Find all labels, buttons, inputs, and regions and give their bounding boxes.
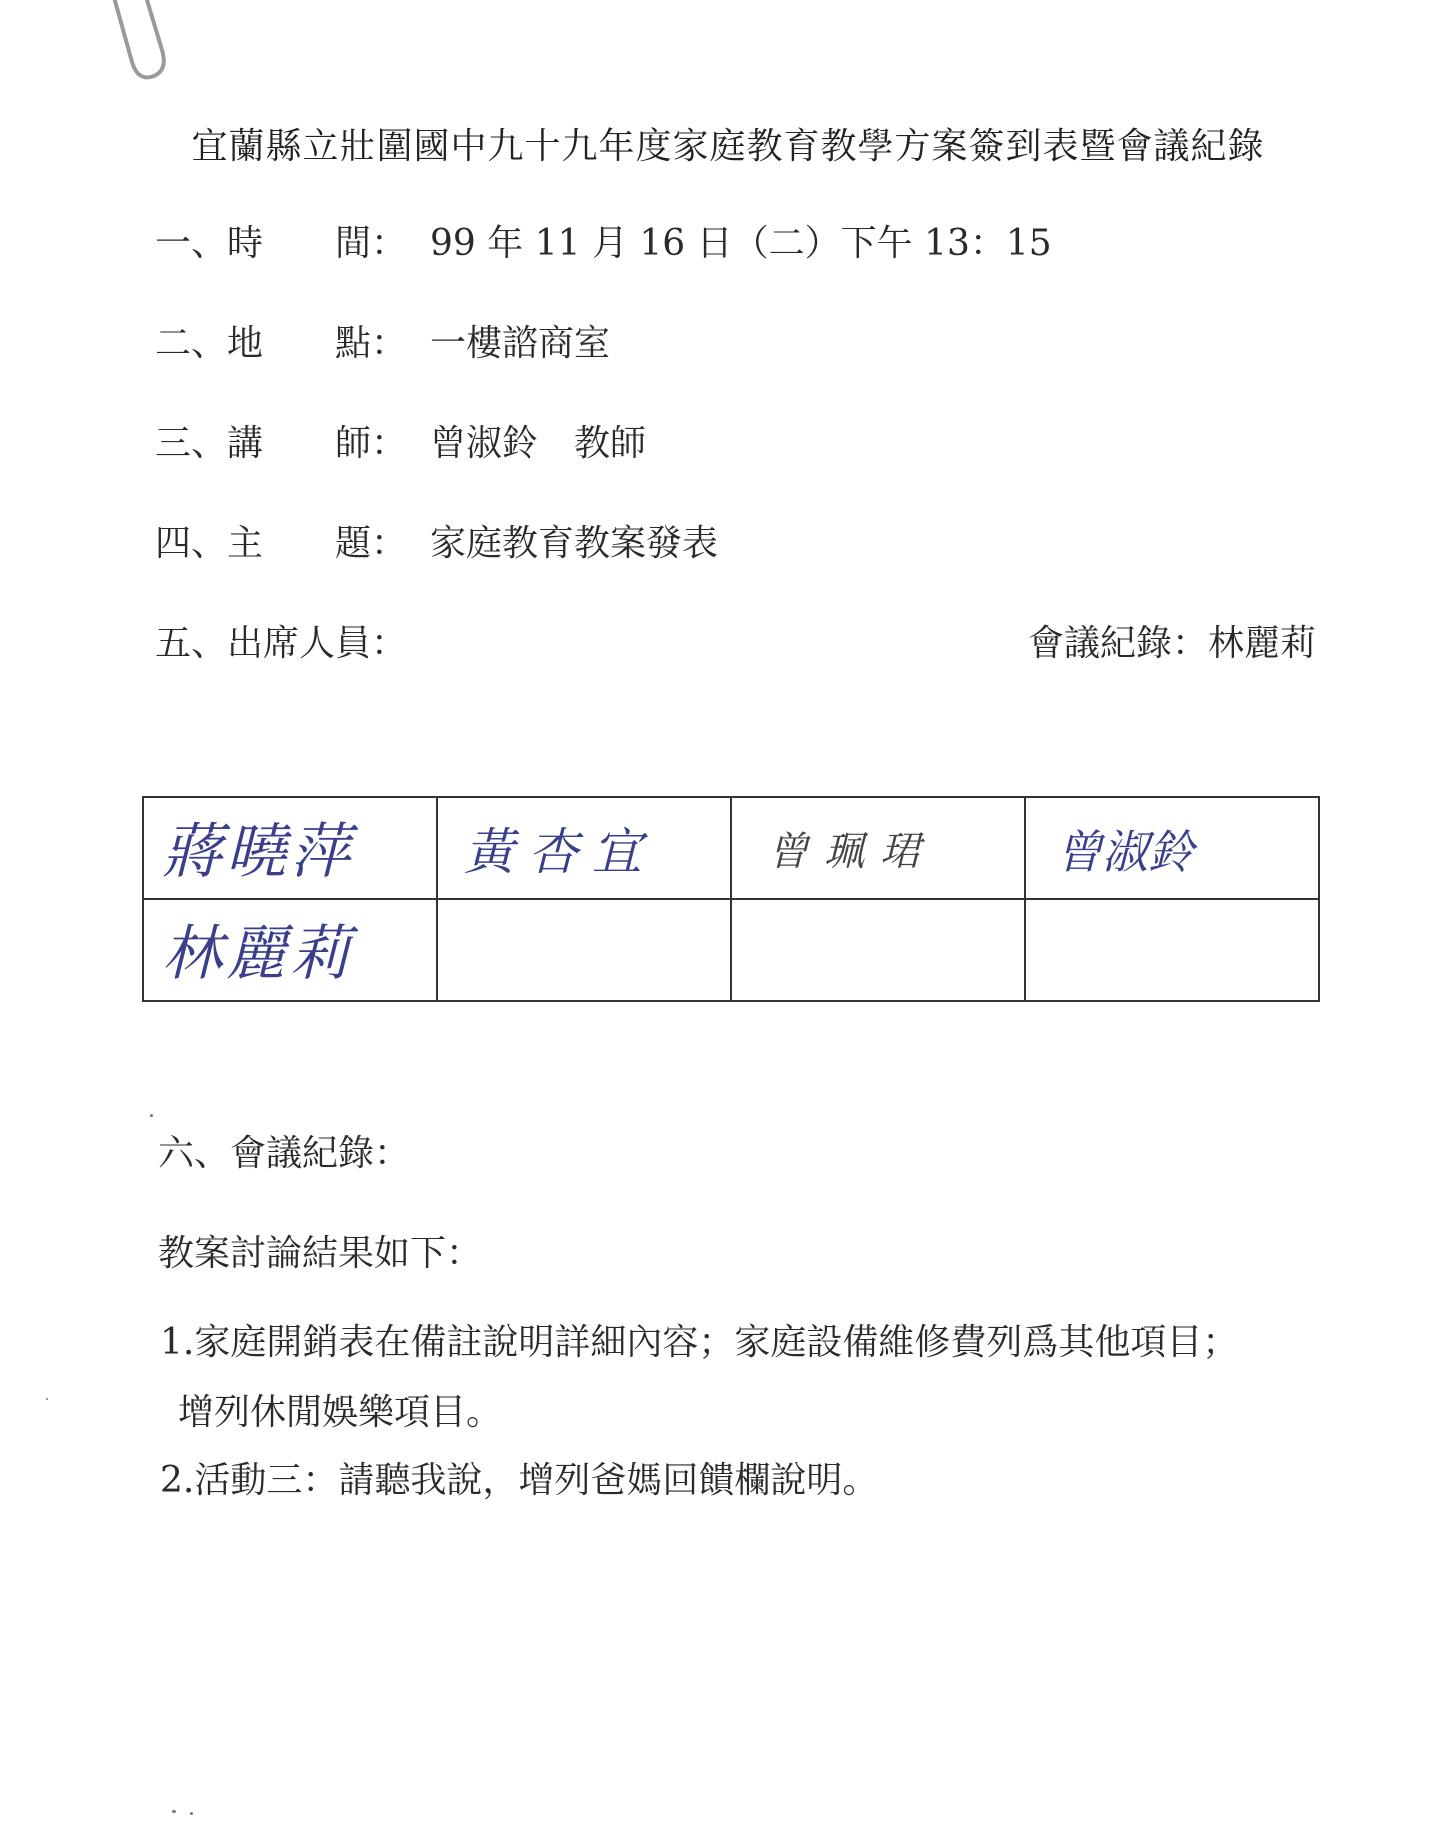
info-label: 一、時 間： [155,223,408,264]
signature-cell [437,797,731,899]
list-item-line: 1.家庭開銷表在備註說明詳細內容；家庭設備維修費列爲其他項目； [160,1322,1239,1363]
handwritten-signature: 黃杏宜 [464,823,656,881]
section-heading: 六、會議紀錄： [158,1133,411,1174]
signature-row [143,797,1319,899]
list-item-continuation: 增列休閒娛樂項目。 [178,1392,503,1433]
handwritten-signature: 蔣曉萍 [162,817,354,887]
signature-cell [1025,899,1319,1001]
info-label: 五、出席人員： [155,623,408,664]
info-value: 99 年 11 月 16 日（二）下午 13：15 [430,223,1052,264]
signature-cell [1025,797,1319,899]
recorder-label: 會議紀錄：林麗莉 [1027,623,1316,664]
info-value: 家庭教育教案發表 [430,523,719,564]
signature-cell [437,899,731,1001]
info-label: 四、主 題： [155,523,408,564]
document-title: 宜蘭縣立壯圍國中九十九年度家庭教育教學方案簽到表暨會議紀錄 [191,126,1265,167]
scan-speck [172,1810,176,1813]
signature-cell [731,899,1025,1001]
signature-cell [143,797,437,899]
info-row-lecturer [155,420,646,468]
signature-row [143,899,1319,1001]
scan-speck [150,1114,153,1117]
list-item [160,1308,1340,1448]
list-item-line: 2.活動三：請聽我說，增列爸媽回饋欄說明。 [160,1460,879,1501]
info-label: 二、地 點： [155,323,408,364]
info-value: 曾淑鈴 教師 [430,423,647,464]
info-row-attendees [155,620,407,668]
list-item [160,1446,1340,1516]
signature-cell [143,899,437,1001]
intro-text: 教案討論結果如下： [158,1233,483,1274]
handwritten-signature: 曾淑鈴 [1056,825,1194,879]
scan-speck [190,1812,193,1815]
info-row-time [155,220,1052,268]
info-label: 三、講 師： [155,423,408,464]
info-value: 一樓諮商室 [430,323,611,364]
handwritten-signature: 曾珮珺 [768,829,936,875]
scan-speck [46,1398,48,1400]
paperclip-icon [92,0,172,100]
info-row-topic [155,520,718,568]
info-row-location [155,320,610,368]
signature-cell [731,797,1025,899]
handwritten-signature: 林麗莉 [162,919,354,989]
signature-table [142,796,1320,1002]
